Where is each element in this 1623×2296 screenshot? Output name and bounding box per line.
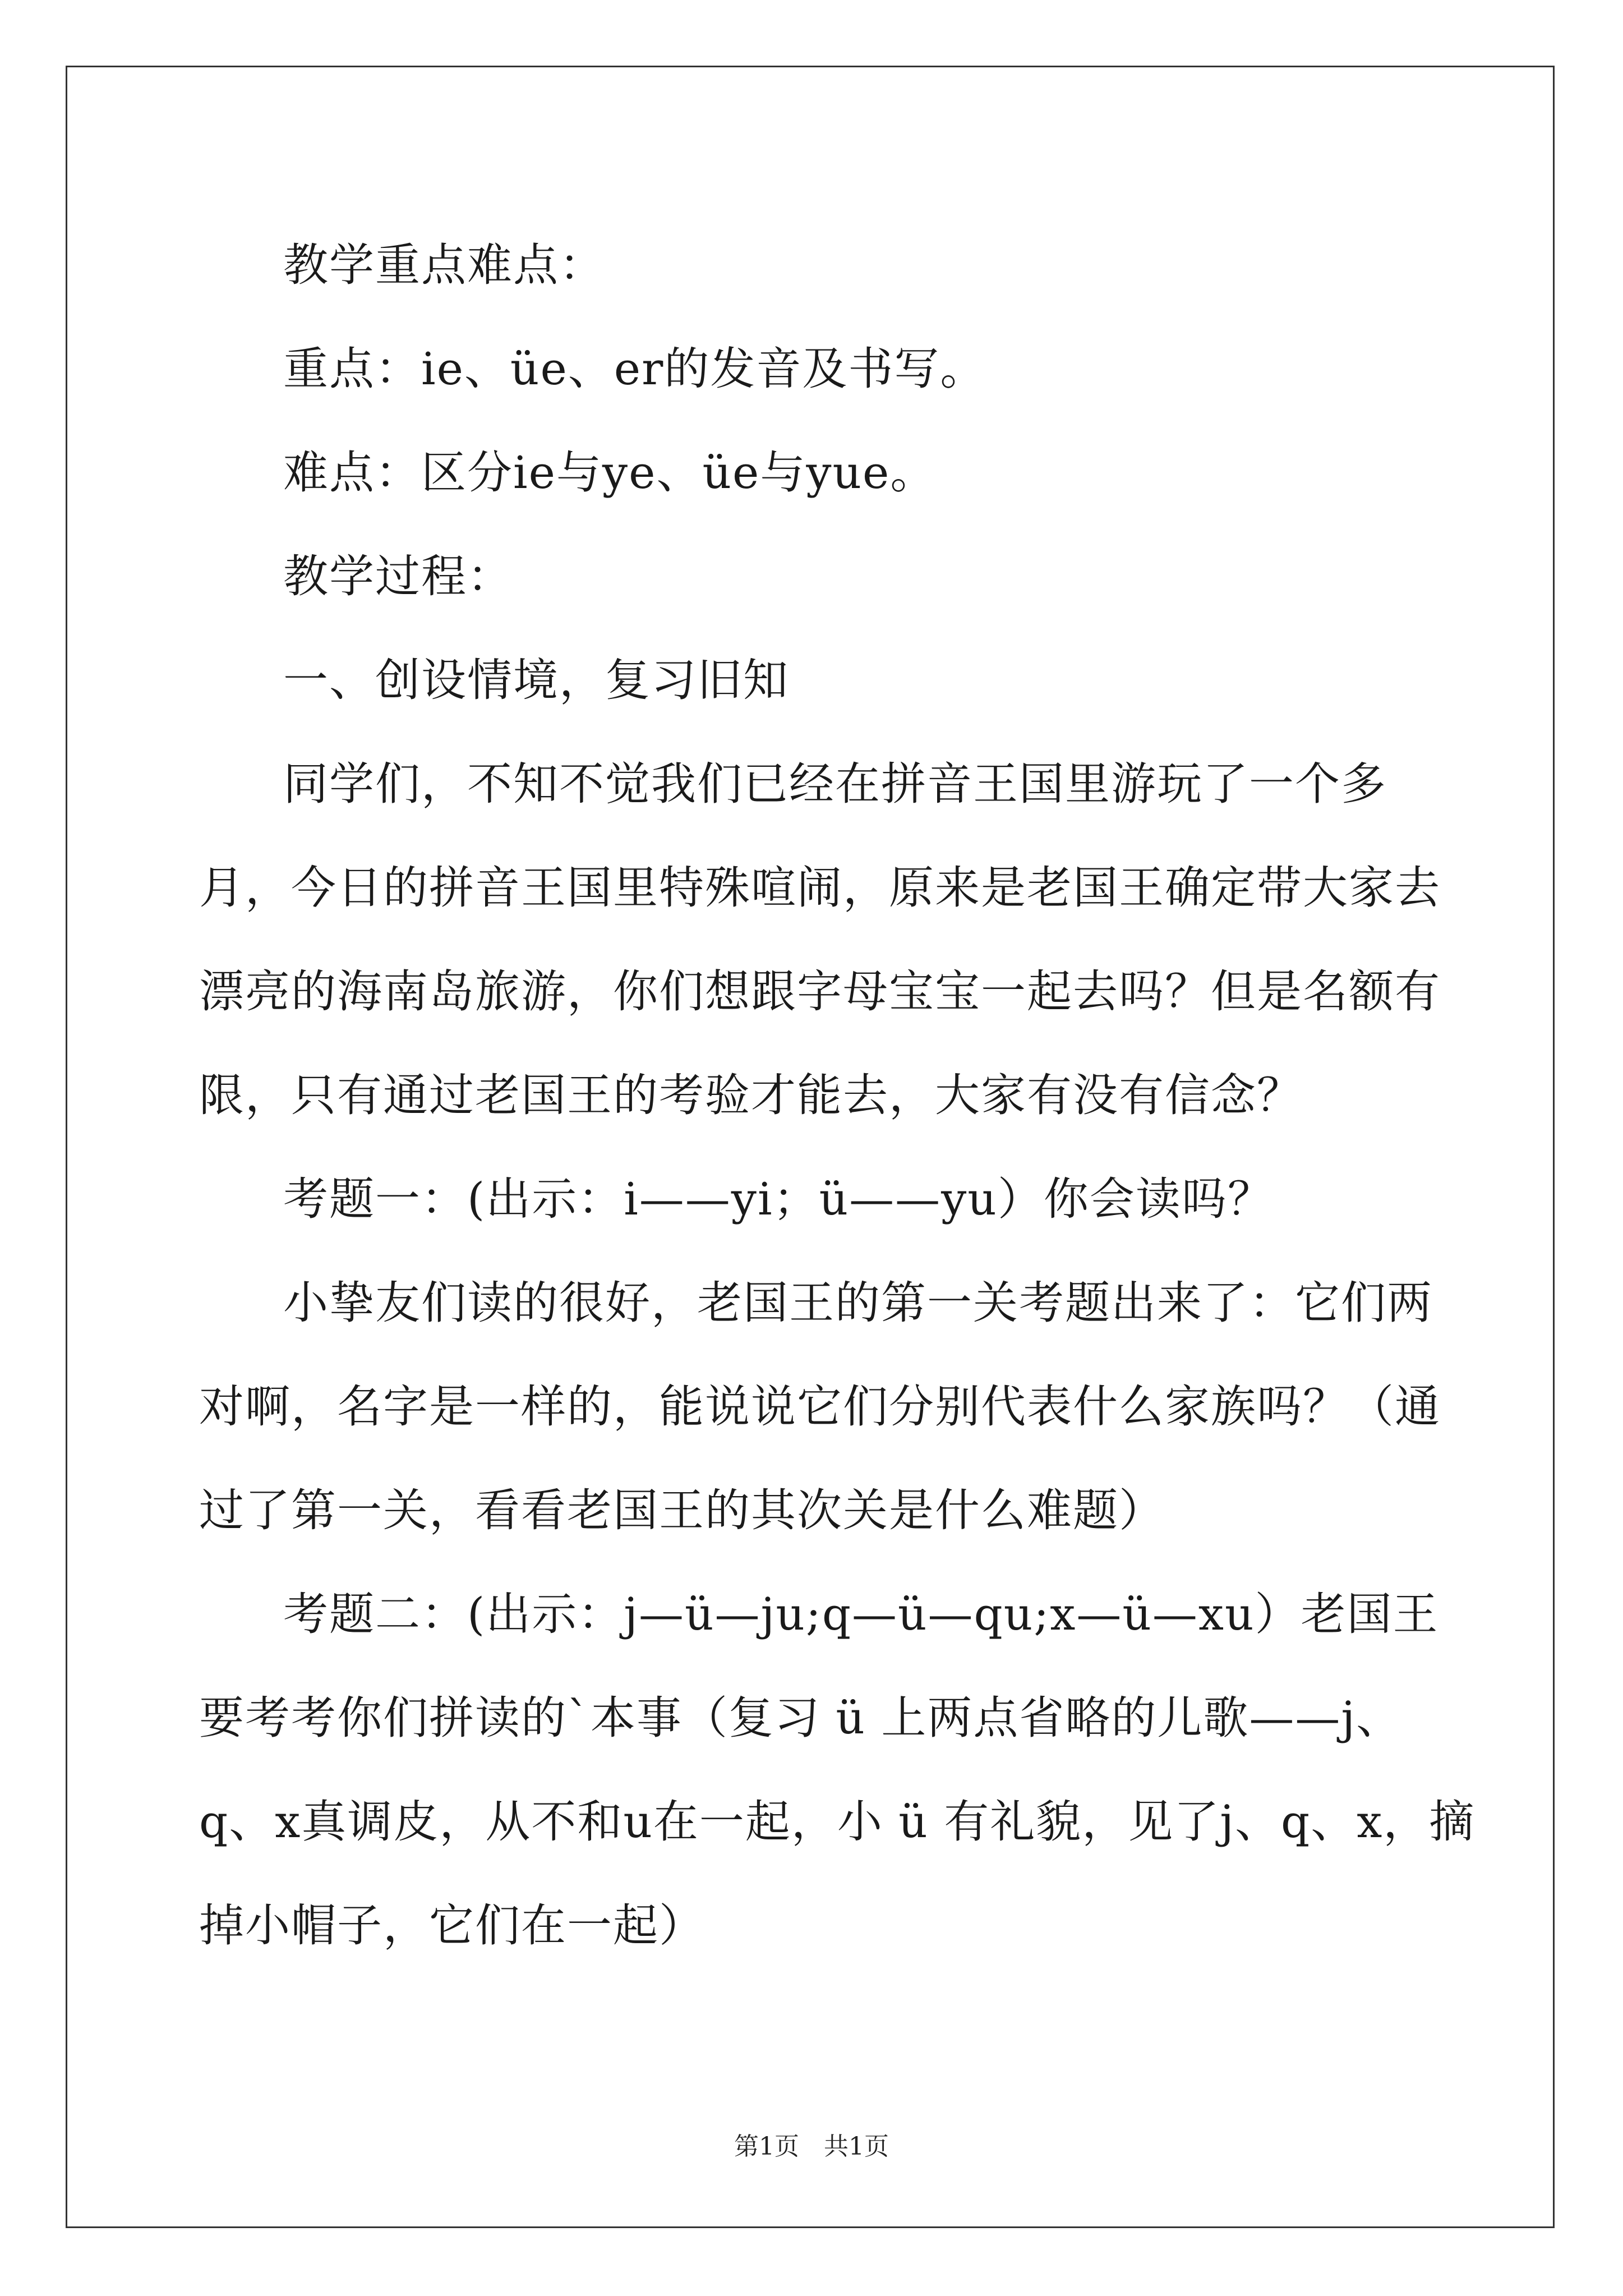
paragraph-question-two: 考题二：(出示：j—ü—ju;q—ü—qu;x—ü—xu）老国王要考考你们拼读的`本事（复习 ü 上两点省略的儿歌——j、q、x真调皮，从不和u在一起，小 ü 有礼貌，见了j、q、x，摘掉小帽子，它们在一起） <box>199 1588 1476 1952</box>
paragraph-process-heading: 教学过程： <box>283 550 513 602</box>
paragraph-intro: 同学们，不知不觉我们已经在拼音王国里游玩了一个多月，今日的拼音王国里特殊喧闹，原来是老国王确定带大家去漂亮的海南岛旅游，你们想跟字母宝宝一起去吗？但是名额有限，只有通过老国王的考验才能去，大家有没有信念？ <box>199 758 1441 1121</box>
page-footer: 第1页 共1页 <box>734 2132 889 2161</box>
document-body <box>199 213 1478 1977</box>
paragraph-difficulties: 难点：区分ie与ye、üe与yue。 <box>283 447 937 499</box>
paragraph-section-one-heading: 一、创设情境，复习旧知 <box>283 654 789 706</box>
paragraph-key-points-heading: 教学重点难点： <box>283 239 605 291</box>
paragraph-question-one: 考题一：(出示：i——yi；ü——yu）你会读吗？ <box>283 1173 1274 1225</box>
paragraph-first-level: 小挚友们读的很好，老国王的第一关考题出来了：它们两对啊，名字是一样的，能说说它们分别代表什么家族吗？（通过了第一关，看看老国王的其次关是什么难题） <box>199 1277 1441 1536</box>
paragraph-key-points: 重点：ie、üe、er的发音及书写。 <box>283 343 986 395</box>
